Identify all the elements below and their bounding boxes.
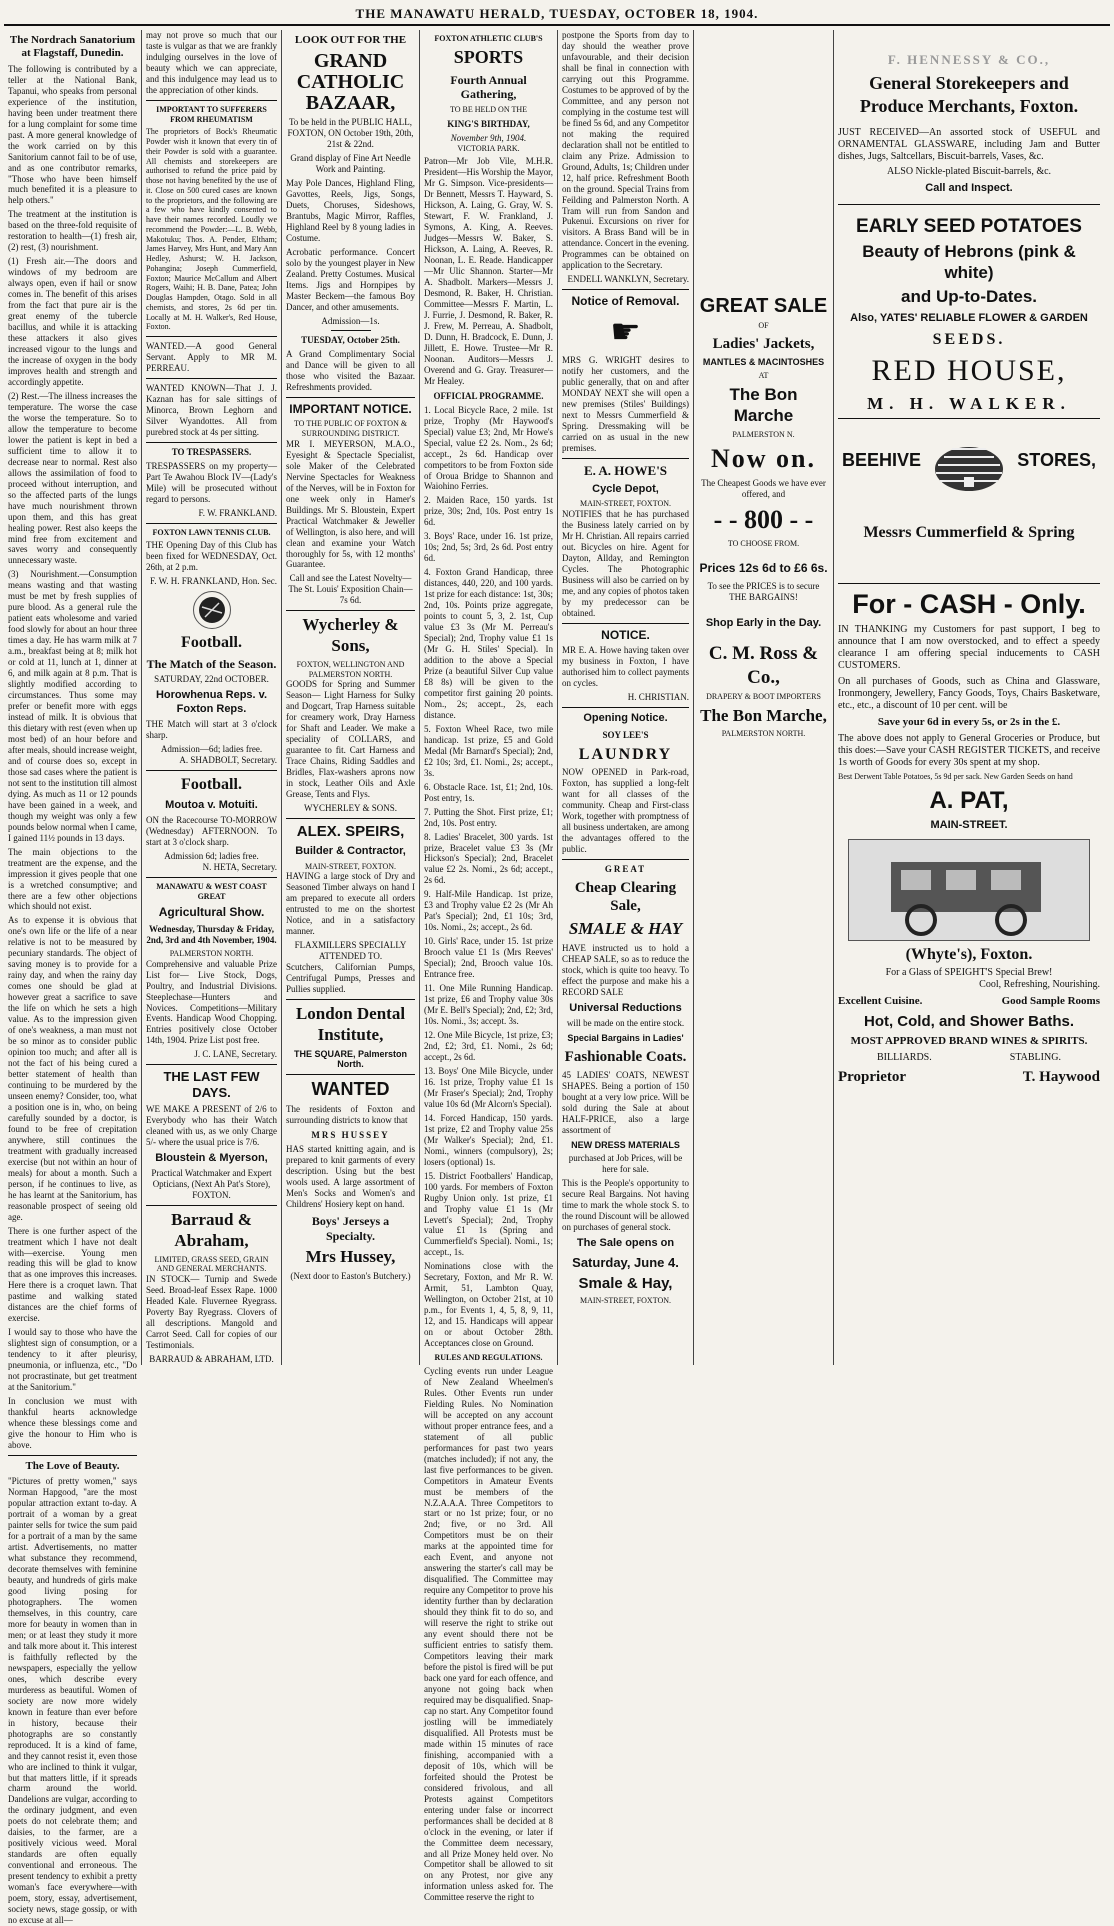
walker: M. H. WALKER. [867,393,1071,413]
divider [286,610,415,611]
beehive-word: BEEHIVE [842,450,922,471]
apat: A. PAT, [929,786,1009,814]
programme-item: 5. Foxton Wheel Race, two mile handicap. 1st prize, £5 and Gold Medal (Mr Barnard's Special); 2nd, £2 10s; 3rd, £1. Nomi., 2s; accept., 3s. [424,723,553,778]
programme-item: 15. District Footballers' Handicap, 100 yards. For members of Foxton Rugby Union only. 1st prize, £1 and Trophy value £1 1s (Mr Levett's Special); 2nd, Trophy value £1 1s (Spring and Cummerfield's Special). Nomi., 1s; accept., 1s. [424,1170,553,1258]
barraud-sign: BARRAUD & ABRAHAM, LTD. [149,1354,274,1364]
shop-early: Shop Early in the Day. [705,617,822,630]
divider [146,336,277,337]
club: FOXTON ATHLETIC CLUB'S [434,34,543,43]
great-sale: GREAT SALE [699,295,828,317]
general-storekeepers: General Storekeepers and Produce Merchants, Foxton. [859,72,1079,117]
wycherley-body: GOODS for Spring and Summer Season— Light Harness for Sulky and Dogcart, Trap Harness suitable for creamery work, Dray Harness for Shaft and Leader. We make a speciality of COLLARS, and guarantee to fit. Cart Harness and Trace Chains, Riding Saddles and Bridles, Flax-washers aprons now in stock, Leather Oils and Axle Grease, Tents and Flys. [286,679,415,799]
palmerston: PALMERSTON N. [732,429,795,439]
programme-item: 8. Ladies' Bracelet, 300 yards. 1st prize, Bracelet value £3 3s (Mr Hickson's Special); 2nd, Bracelet value £2 2s. Nomi., 2s 6d; accept., 2s 6d. [424,831,553,886]
paragraph: (2) Rest.—The illness increases the temperature. The worse the case the worse the temperature. So to allow the temperature to become lower the patient is kept in bed a sufficient time to allow it to decrease near to normal. Rest also allows the assimilation of food to proceed without interruption, and so the affected parts of the lungs have much nourishment thrown upon them, and this has great healing power. Rest also keeps the mind free from excitement and saves worry and consequently unnecessary waste. [8,390,137,566]
programme-item: 12. One Mile Bicycle, 1st prize, £3; 2nd, £2; 3rd, £1. Nomi., 2s 6d; accept., 2s 6d. [424,1030,553,1062]
ross-sub: DRAPERY & BOOT IMPORTERS [706,691,821,701]
programme-title: OFFICIAL PROGRAMME. [433,390,544,401]
of: OF [758,321,769,331]
universal-title: Universal Reductions [569,1002,682,1015]
proprietor-row [838,1068,1100,1086]
howe-sub: Cycle Depot, [592,482,659,495]
removal-body: MRS G. WRIGHT desires to notify her customers, and the public generally, that on and after MONDAY NEXT she will open a new premises (Stiles' Buildings) next to Messrs Cummerfield & Spring. Dressmaking will be carried on as usual in the new premises. [562,355,689,454]
masthead: THE MANAWATU HERALD, TUESDAY, OCTOBER 18, 1904. [4,4,1110,26]
prices: Prices 12s 6d to £6 6s. [699,560,828,575]
paragraph: (1) Fresh air.—The doors and windows of my bedroom are always open, even if hail or snow comes in. The benefit of this arises from the fact that pure air is the great enemy of the tubercle bacillus, and while it is attacking these attackers it also gives increased vigour to the lungs and the increase of oxygen in the body improves health and strength and accordingly appetite. [8,256,137,387]
officials: Patron—Mr Job Vile, M.H.R. President—His Worship the Mayor, Mr G. Simpson. Vice-presidents—Dr Bennett, Messrs T. Hayward, S. Hickson, A. Laing, G. Gray, W. S. Stewart, F. W. Frankland, J. Symons, A. King, A. Reeves. Judges—Messrs W. Baker, S. Hickson, A. Laing, A. Reeves, R. Noonan, L. E. Reade. Handicapper—Mr Ulic Shannon. Starter—Mr A. Shadbolt. Markers—Messrs J. Desmond, R. Baker, H. Christian. Committee—Messrs F. Martin, L. J. Furrie, J. Desmond, R. Baker, R. J. Frew, M. Perreau, A. Shadbolt, D. Dunn, H. Bradcock, E. Dunn, J. Jillett, E. Howe. Trustee—Mr R. Noonan. Auditors—Messrs J. Overend and G. Gray. Treasurer—Mr Healey. [424,156,553,386]
spacer [698,30,829,290]
divider [146,523,277,524]
jerseys: Boys' Jerseys a Specialty. [311,1214,390,1243]
trespass-sign: F. W. FRANKLAND. [198,507,277,518]
wanted-title: WANTED [311,1079,390,1100]
speirs-sub: Builder & Contractor, [295,845,406,858]
bazaar-body: To be held in the PUBLIC HALL, FOXTON, ON October 19th, 20th, 21st & 22nd. [287,117,414,150]
hussey-name-2: Mrs Hussey, [305,1247,396,1267]
football-illustration [193,591,231,629]
barraud-sub: LIMITED, GRASS SEED, GRAIN AND GENERAL MERCHANTS. [154,1254,269,1274]
opening-title: Opening Notice. [583,712,668,725]
divider [146,1064,277,1065]
palmerston-2: PALMERSTON NORTH. [721,729,806,739]
dress-title: NEW DRESS MATERIALS [571,1139,680,1150]
football-title: Football. [181,634,242,652]
rules-body: Cycling events run under League of New Zealand Wheelmen's Rules. Other Events run under Fielding Rules. No Nomination will be accepted on any account without proper entrance fees, and a statement of all public performances for past two years (matches included); if not any, the last five performances to be given. Competitors in Amateur Events must be members of the N.Z.A.A.A. Three Competitors to start or no 1st prize; four, or no 2nd; five, or no 3rd. All Competitors must be on their marks at the appointed time for each Event, and anyone not answering the starter's call may be disqualified. The Committee may require any Competitor to prove his identity further than by declaration should they think fit to do so, and will reserve the right to strike out any event should there not be sufficient entries to satisfy them. Competitors leaving their mark before the pistol is fired will be put back one yard for each offence, and anyone not going back when required may be disqualified. Snap-cap no start. Any Competitor found jostling will be immediately disqualified. All Protests must be made within 15 minutes of race finishing, accompanied with a deposit of 10s, which will be forfeited should the Protest be considered frivolous, and all Protests against Competitors entering under false or incorrect performances shall be decided at 8 o'clock in the evening, or later if the Committee deem necessary, and all Prize Money held over. No Competitor shall be allowed to sit on any Protest, nor give any information unless asked for. The Committee reserve the right to [424,1365,553,1903]
ross-name: C. M. Ross & Co., [708,643,819,688]
divider [838,204,1100,205]
universal-body: will be made on the entire stock. [566,1018,685,1029]
divider [8,1455,137,1456]
notice-title: IMPORTANT NOTICE. [289,401,412,416]
football2-body: ON the Racecourse TO-MORROW (Wednesday) AFTERNOON. To start at 3 o'clock sharp. [146,814,277,847]
received: JUST RECEIVED—An assorted stock of USEFUL and ORNAMENTAL GLASSWARE, including Jam and Butter dishes, Jugs, Saltcellars, Biscuit-barrels, Vases, &c. [838,126,1100,163]
save: Save your 6d in every 5s, or 2s in the £. [877,716,1061,729]
divider [838,583,1100,584]
sanatorium-body [8,64,137,1451]
bon-marche: The Bon Marche [729,385,798,425]
beehive-icon [924,429,1014,493]
sports-continued: postpone the Sports from day to day should the weather prove unfavourable, and their decision shall be final in connection with carrying out this Programme. Costumes to be approved of by the Committee, and any person not complying in the costume test will be fined 5s 6d, and any Competitor not making the required declaration shall not be entitled to claim any Prize. Admission to Ground, Adults, 1s; Children under 12, half price. Refreshment Booth on the ground. Special Trains from Feilding and Palmerston North. A Tram will run from Sandon and Pukenui. Excursions on river for visitors. A Brass Band will be in attendance. Concert in the evening. Programmes can be obtained on application to the Secretary. [562,30,689,271]
bazaar-social: A Grand Complimentary Social and Dance will be given to all those who visited the Bazaar. Refreshments provided. [286,348,415,392]
opens-date: Saturday, June 4. [572,1254,679,1270]
beauty-continued: may not prove so much that our taste is vulgar as that we are frankly indulging ourselves in the love of beauty which we can appreciate, and this indulgence may lead us to the appreciation of other kinds. [146,30,277,95]
show-title: Agricultural Show. [158,905,265,920]
programme-item: 7. Putting the Shot. First prize, £1; 2nd, 10s. Post entry. [424,806,553,828]
sports-sign: ENDELL WANKLYN, Secretary. [567,274,689,285]
dress-body: purchased at Job Prices, will be here for sale. [568,1153,683,1175]
beehive-row [842,429,1096,493]
wycherley-sub: FOXTON, WELLINGTON AND PALMERSTON NORTH. [296,659,405,679]
divider [286,999,415,1000]
laundry-body: NOW OPENED in Park-road, Foxton, has supplied a long-felt want for all classes of the community. Cheap and First-class Work, together with promptness of all business undertaken, are among the advantages offered to the public. [562,767,689,854]
speirs-body: HAVING a large stock of Dry and Seasoned Timber always on hand I am prepared to execute all orders entrusted to me on the shortest Notice, and in a satisfactory manner. [286,871,415,937]
speirs-addr: MAIN-STREET, FOXTON. [304,861,397,871]
special-bargains: Special Bargains in Ladies' [567,1033,684,1044]
soy-lee: SOY LEE'S [602,729,649,740]
purchases: On all purchases of Goods, such as China and Glassware, Ironmongery, Jewellery, Fancy Goods, Toys, Chairs Basketware, etc., etc., a discount of 10 per cent. will be [838,675,1100,711]
stores-word: STORES, [1017,450,1096,471]
baths: Hot, Cold, and Shower Baths. [863,1012,1074,1030]
divider [286,1074,415,1075]
column-5 [558,30,694,1365]
programme-item: 1. Local Bicycle Race, 2 mile. 1st prize, Trophy (Mr Haywood's Special) value £3; 2nd, Mr Howe's Special, value £2 2s. Nom., 2s 6d; accept., 2s 6d. Handicap over competitors to be from Foxton side of Oroua Bridge to Shannon and Waiohino Ferries. [424,404,553,492]
rooms: Good Sample Rooms [1001,995,1100,1008]
hussey-name: MRS HUSSEY [311,1130,390,1141]
hebrons: Beauty of Hebrons (pink & white) [862,241,1076,282]
kings-birthday: KING'S BIRTHDAY, [447,118,530,129]
laundry-title: LAUNDRY [578,745,673,763]
main-street: MAIN-STREET. [930,819,1008,832]
coats-title: Fashionable Coats. [564,1049,687,1066]
nickle: ALSO Nickle-plated Biscuit-barrels, &c. [886,166,1052,178]
stabling: STABLING. [1009,1051,1061,1063]
choose: TO CHOOSE FROM. [727,538,800,548]
hussey-body: HAS started knitting again, and is prepared to knit garments of every description. Using but the best wools used. A large assortment of Men's Socks and Women's and Childrens' Hosiery kept on hand. [286,1144,415,1210]
divider [146,100,277,101]
column-1 [4,30,142,1926]
wycherley-name: Wycherley & Sons, [302,615,399,656]
last-days-body: WE MAKE A PRESENT of 2/6 to Everybody who has their Watch cleaned with us, as we only Charge 5/- where the usual price is 7/6. [146,1104,277,1147]
cuisine: Excellent Cuisine. [838,995,923,1008]
smale-hay-2: Smale & Hay, [578,1274,673,1292]
show-sign: J. C. LANE, Secretary. [194,1049,277,1060]
coach-icon [851,842,1087,938]
notice2-sign: H. CHRISTIAN. [627,692,689,703]
divider [146,1205,277,1206]
wanted-known: WANTED KNOWN—That J. J. Kaznan has for sale sittings of Minorca, Brown Leghorn and Silver Wyandottes. All from purebred stock at 4s per sitting. [146,382,277,437]
cuisine-row [838,995,1100,1008]
paragraph: As to expense it is obvious that one's own life or the life of a near relative is not to be measured by pecuniary standards. The object of saving money is to provide for a rainy day, and when the rainy day comes one should be glad at however great a sacrifice to save the life on which he sets a high value. As to the impression given of one's weakness, a man must not be so minor as to consider public opinion too much; and after all is not the fact of his being cured a better statement of health than continuing to be murdered by the unseen enemy? Consider, too, what a position one is in, who, on being carefully sounded by a doctor, is found to be free of crepitation anywhere, still continues the treatment with gradually increased exercise (but not within an hour of meals) for about a month. Such a person, if he continues to live, as he has learnt at the Sanitorium, has reasonable prospect of seeing old age. [8,915,137,1222]
billiards-row [838,1052,1100,1064]
dental-addr: THE SQUARE, Palmerston North. [293,1048,408,1070]
cheapest: The Cheapest Goods we have ever offered, and [701,478,826,500]
paragraph: I would say to those who have the slightest sign of consumption, or a tendency to it after pleurisy, pneumonia, or influenza, etc., "Do not procrastinate, but get treatment at the Sanitorium." [8,1327,137,1393]
divider [286,818,415,819]
column-3 [282,30,420,1365]
notice-sub: TO THE PUBLIC OF FOXTON & SURROUNDING DISTRICT. [293,419,408,439]
wanted-body: The residents of Foxton and surrounding districts to know that [286,1104,415,1126]
show-header: MANAWATU & WEST COAST GREAT [156,881,267,901]
beauty-title: The Love of Beauty. [25,1459,120,1472]
match-date: SATURDAY, 22nd OCTOBER. [154,674,269,685]
programme-item: 3. Boys' Race, under 16. 1st prize, 10s; 2nd, 5s; 3rd, 2s 6d. Post entry 6d. [424,531,553,564]
bazaar-title: GRAND CATHOLIC BAZAAR, [296,50,405,115]
call-inspect: Call and Inspect. [925,182,1013,195]
match-of-season: The Match of the Season. [146,656,277,671]
divider [286,397,415,398]
at: AT [758,371,769,381]
flaxmillers: FLAXMILLERS SPECIALLY ATTENDED TO. [294,940,407,962]
paragraph: (3) Nourishment.—Consumption means wasting and that wasting must be met by fresh supplies of pure blood. As a general rule the patient eats wholesome and varied food slowly for about an hour three times a day. He has warm milk at 7 a.m., breakfast being at 8; milk hot or cold at 11, lunch at 1, dinner at 6, and milk again at 8 p.m. That is slightly modified according to circumstances. Thus some may prefer or benefit more with eggs instead of milk. It is obvious that this dietary with rest (even when up most bed) of an hour before and after meals, should increase weight, and of course does so, except in those sad cases where the patient is not sent to the institution till almost dying. As much as 11 or 12 pounds have been gained in a week, and though my weight was only a few pounds below normal when I came, I gained 11½ pounds in 13 days. [8,569,137,843]
show-body: Comprehensive and valuable Prize List for— Live Stock, Dogs, Poultry, and Industrial Divisions. Steeplechase—Hunters and Novices. Competitions—Military Events. Handicap Wood Chopping. Entries positively close October 14th, 1904. Prize List post free. [146,958,277,1046]
cash-only: For - CASH - Only. [852,588,1086,619]
trespass-body: TRESPASSERS on my property—Part Te Awahou Block IV—(Lady's Mile) will be prosecuted without regard to persons. [146,460,277,504]
speights: For a Glass of SPEIGHT'S Special Brew! [885,967,1053,979]
bazaar-admission: Admission—1s. [321,315,380,326]
rheumatism-title: IMPORTANT TO SUFFERERS FROM RHEUMATISM [156,104,267,124]
divider [562,623,689,624]
bloustein-name: Bloustein & Myerson, [155,1151,268,1164]
wines: MOST APPROVED BRAND WINES & SPIRITS. [850,1035,1088,1048]
divider [331,330,371,331]
refreshing: Cool, Refreshing, Nourishing. [979,979,1100,991]
divider [146,442,277,443]
show-date: Wednesday, Thursday & Friday, 2nd, 3rd and 4th November, 1904. [146,923,277,945]
columns [4,30,1110,1926]
football-icon [197,595,227,625]
match-body: THE Match will start at 3 o'clock sharp. [146,719,277,741]
football2-admission: Admission 6d; ladies free. [164,850,259,861]
cummerfield: Messrs Cummerfield & Spring [863,524,1075,542]
early-seed: EARLY SEED POTATOES [856,215,1082,237]
pointing-hand-icon: ☛ [610,313,641,351]
divider [838,418,1100,419]
seeds: SEEDS. [932,330,1006,348]
rules-title: RULES AND REGULATIONS. [434,1353,543,1363]
speirs-name: ALEX. SPEIRS, [296,822,405,840]
last-days-title: THE LAST FEW DAYS. [163,1069,260,1101]
notice2-body: MR E. A. Howe having taken over my business in Foxton, I have authorised him to collect payments on cycles. [562,645,689,689]
haywood: T. Haywood [1022,1068,1100,1085]
sports-park: VICTORIA PARK. [457,143,520,153]
howe-body: NOTIFIES that he has purchased the Business lately carried on by Mr H. Christian. All repairs carried out. Bicycles on hire. Agent for Dayton, Allday, and Remington Cycles. The Photographic Business will also be carried on by me, and any copies of photos taken by my predecessor can be obtained. [562,509,689,618]
football2-sign: N. HETA, Secretary. [202,861,277,872]
column-7 [834,30,1104,1365]
coats-body: 45 LADIES' COATS, NEWEST SHAPES. Being a portion of 150 bought at a very low price. Will be sold during the Sale at about HALF-PRICE, also a large assortment of [562,1069,689,1135]
programme-item: 13. Boys' One Mile Bicycle, under 16. 1st prize, Trophy value £1 1s (Mr Fraser's Special); 2nd, Trophy value 10s 6d (Mr Alcorn's Special). [424,1065,553,1109]
gathering: Fourth Annual Gathering, [450,72,527,102]
sports-date: November 9th, 1904. [450,132,527,143]
paragraph: In conclusion we must with thankful hearts acknowledge whence these blessings come and give the honour to Him who is above. [8,1396,137,1450]
clearing-title: Cheap Clearing Sale, [574,879,677,915]
wycherley-sign: WYCHERLEY & SONS. [304,802,397,813]
above: The above does not apply to General Groceries or Produce, but this does:—Save your CASH REGISTER TICKETS, and receive 1s worth of Goods for every 30s spent at my shop. [838,732,1101,768]
smale-body: HAVE instructed us to hold a CHEAP SALE, so as to reduce the stock, which is quite too heavy. To effect the purpose and make his a RECORD SALE [562,943,689,998]
flaxmillers-body: Scutchers, Californian Pumps, Centrifugal Pumps, Presses and Pullies supplied. [286,962,415,995]
divider [146,770,277,771]
smale-addr: MAIN-STREET, FOXTON. [579,1295,672,1305]
notice2-title: NOTICE. [601,627,650,642]
thanking: IN THANKING my Customers for past support, I beg to announce that I am now overstocked, and to effect a speedy clearance I am offering special inducements to CASH CUSTOMERS. [838,623,1100,672]
proprietor: Proprietor [838,1068,907,1085]
match-admission: Admission—6d; ladies free. [160,744,263,755]
tennis-sign: F. W. H. FRANKLAND, Hon. Sec. [149,576,277,587]
column-2 [142,30,282,1365]
divider [562,289,689,290]
removal-title: Notice of Removal. [571,294,680,309]
howe-addr: MAIN-STREET, FOXTON. [579,499,672,509]
paragraph: There is one further aspect of the treatment which I have not dealt with—exercise. Young men reading this will be glad to know that as one improves this increases. Here there is a croquet lawn. That pastime and walking stated distances are the chief forms of exercise. [8,1225,137,1324]
billiards: BILLIARDS. [877,1051,932,1063]
eight-hundred: - - 800 - - [713,505,814,535]
sports-title: SPORTS [453,46,524,67]
opens-title: The Sale opens on [576,1237,675,1250]
match-teams: Horowhenua Reps. v. Foxton Reps. [155,689,268,715]
notice-novelty: Call and see the Latest Novelty—The St. Louis' Exposition Chain—7s 6d. [288,573,413,606]
programme-item: 14. Forced Handicap, 150 yards. 1st prize, £2 and Trophy value 25s (Mr Walker's Special); 2nd, £1. Nomi., winners (compulsory), 2s; losers (optional) 1s. [424,1112,553,1167]
bon-marche-2: The Bon Marche, [700,705,827,725]
divider [562,859,689,860]
potatoes: Best Derwent Table Potatoes, 5s 9d per sack. New Garden Seeds on hand [838,772,1073,782]
football2-title: Football. [181,776,242,794]
divider [562,458,689,459]
tennis-title: FOXTON LAWN TENNIS CLUB. [152,527,271,537]
hotel-illustration [848,839,1090,941]
howe-title: E. A. HOWE'S [583,463,668,479]
programme-item: 2. Maiden Race, 150 yards. 1st prize, 30s; 2nd, 10s. Post entry 1s 6d. [424,495,553,528]
bloustein-sub: Practical Watchmaker and Expert Opticians, (Next Ah Pat's Store), FOXTON. [151,1168,272,1201]
notice-body: MR I. MEYERSON, M.A.O., Eyesight & Spectacle Specialist, sole Maker of the Celebrated Nervine Spectacles for Weakness of the Nerves, will be in Foxton for one week only in Hamer's Buildings. Mr S. Bloustein, Expert Practical Watchmaker & Jeweller of Wellington, is also here, and will clean and examine your Watch thoroughly for 5s, with 12 months' Guarantee. [286,438,415,570]
paragraph: The main objections to the treatment are the expense, and the impression it gives people that one is a wretched consumptive; and there are a few other objections which should not exist. [8,846,137,912]
tennis-body: THE Opening Day of this Club has been fixed for WEDNESDAY, Oct. 26th, at 2 p.m. [146,540,277,573]
bazaar-more: Acrobatic performance. Concert solo by the youngest player in New Zealand. Pretty Costumes. Musical Items. Jigs and Hornpipes by Master Beckem—the famous Boy Dancer, and other amusements. [286,247,415,312]
paragraph: The treatment at the institution is based on the three-fold requisite of restoration to health—(1) fresh air, (2) rest, (3) nourishment. [8,209,137,253]
rheumatism-body: The proprietors of Bock's Rheumatic Powder wish it known that every tin of their Powder is sold with a guarantee. All chemists and storekeepers are authorised to refund the price paid by those not having benefited by the use of it. Close on 500 cured cases are known to the proprietors, and the following are a few who have kindly consented to have their names recorded. Loudly we recommend the Powder:—L. B. Webb, Makotuku; Thos. A. Pender, Eltham; James Harvey, Mrs Hunt, and Mary Ann Hedley, Ashurst; W. H. Jackson, Pohangina; Joseph Cummerfield, Foxton; Maurice McCallum and Albert Rogers, Waihi; H. B. Dane, Patea; John Douglas Hampden, Otago. Sold in all chemists, and stores, 2s 6d per tin. Locally at M. H. Walker's, Red House, Foxton. [146,127,277,332]
hussey-addr: (Next door to Easton's Butchery.) [290,1271,411,1282]
opportunity: This is the People's opportunity to secure Real Bargains. Not having time to mark the whole stock S. to the round Discount will be allowed on purchases of general stock. [562,1178,689,1233]
see-prices: To see the PRICES is to secure THE BARGAINS! [707,581,820,603]
sanatorium-title: The Nordrach Sanatorium at Flagstaff, Dunedin. [9,34,136,60]
column-4 [420,30,558,1903]
bazaar-display: Grand display of Fine Art Needle Work and Painting. [290,153,411,175]
dental-title: London Dental Institute, [295,1004,406,1044]
programme-item: 10. Girls' Race, under 15. 1st prize Brooch value £1 1s (Mrs Reeves' Special); 2nd, Brooch value 10s. Entrance free. [424,936,553,980]
divider [146,877,277,878]
faded-heading: F. HENNESSY & CO., [887,52,1051,67]
whytes: (Whyte's), Foxton. [905,945,1033,963]
match-sign: A. SHADBOLT, Secretary. [179,755,277,766]
programme-item: 11. One Mile Running Handicap. 1st prize, £6 and Trophy value 30s (Mr E. Bell's Special); 2nd, £2; 3rd, 10s. Nomi., 3s; accept. 3s. [424,983,553,1027]
beauty-body: "Pictures of pretty women," says Norman Hapgood, "are the most popular attraction extant to-day. A portrait of a woman by a great painter sells for twice the sum paid for a portrait of a man by the same artist. Advertisements, no matter what substance they recommend, decorate themselves with feminine beauty, and hundreds of girls make good living posing for photographers. The women themselves, in this country, care more for beauty in women than in men; or at least they study it more and talk more about it. This interest is faithfully reflected by the newspapers, especially the yellow ones, which describe every murderess as beautiful. Women of society are now more widely known in feature than ever before in history, because their photographs are so constantly reproduced. It is a kind of fame, and they cannot resist it, even those who are inclined to think it vulgar, but that matters little, if it spreads charm around the world. Dandelions are vulgar, according to the ordinary judgment, and even poets do not celebrate them; and daisies, to the farmer, are a positively vicious weed. Moral standards are often equally conventional and erroneous. The present tendency to exhibit a pretty woman's face everywhere—with poem, story, essay, advertisement, society news, stage gossip, or with no excuse at all— [8,1476,137,1926]
bazaar-tuesday: TUESDAY, October 25th. [301,334,400,345]
paragraph: The following is contributed by a teller at the National Bank, Tapanui, who speaks from personal experience of the institution, having been under treatment there for a lung complaint for some time past. A more general knowledge of the work carried on by this Sanitorium cannot fail to be of use, and as one contributor remarks, "Those who have been himself much benefited it is a pleasure to help others." [8,63,137,206]
great: GREAT [604,863,647,874]
barraud-name: Barraud & Abraham, [171,1210,252,1250]
up-to-dates: and Up-to-Dates. [901,287,1037,307]
programme-list [424,405,553,1259]
column-6 [694,30,834,1365]
held: TO BE HELD ON THE [449,104,528,114]
nominations: Nominations close with the Secretary, Foxton, and Mr R. W. Armit, 51, Lambton Quay, Wellington, on October 21st, at 10 p.m., for Events 1, 4, 5, 8, 9, 11, 12, and 15. Handicaps will appear on or about October 28th. Acceptances close on Ground. [424,1261,553,1349]
programme-item: 4. Foxton Grand Handicap, three distances, 440, 220, and 100 yards. 1st prize for each distance: 1st, 30s; 2nd, 10s. Points prize aggregate, points to count 5, 3, 2. 1st, Cup value £3 3s (Mr M. Perreau's Special); 2nd, Trophy value £1 1s (Mr G. H. Stiles' Special). In addition to the above a Special Prize (a beautiful Silver Cup value £8 8s) will be given to the competitor first gaining 20 points. Nom., 2s; accept., 2s, each distance. [424,567,553,720]
lookout: LOOK OUT FOR THE [294,34,407,46]
smale-hay: SMALE & HAY [568,919,683,939]
programme-item: 9. Half-Mile Handicap. 1st prize, £3 and Trophy value £2 2s (Mr Ah Pat's Special); 2nd, £1 10s; 3rd, 10s. Nomi., 2s; accept., 2s 6d. [424,889,553,933]
now-on: Now on. [710,444,816,474]
divider [146,378,277,379]
jackets: Ladies' Jackets, [712,336,815,353]
bazaar-list: May Pole Dances, Highland Fling, Gavottes, Reels, Jigs, Songs, Duets, Choruses, Sideshows, Brantubs, Magic Mirror, Raffles, Highland Reel by 8 young ladies in Costume. [286,178,415,244]
mantles: MANTLES & MACINTOSHES [702,357,825,368]
divider [562,707,689,708]
show-place: PALMERSTON NORTH. [169,948,254,958]
red-house: RED HOUSE, [871,354,1067,388]
trespass-title: TO TRESPASSERS. [171,446,252,457]
programme-item: 6. Obstacle Race. 1st, £1; 2nd, 10s. Post entry, 1s. [424,781,553,803]
barraud-body: IN STOCK— Turnip and Swede Seed. Broad-leaf Essex Rape. 1000 Headed Kale. Fluvernee Ryegrass. Poverty Bay Ryegrass. Clovers of all descriptions. Mangold and Carrot Seed. Call for copies of our Testimonials. [146,1274,277,1351]
football2-teams: Moutoa v. Motuiti. [165,798,258,811]
wanted-servant: WANTED.—A good General Servant. Apply to MR M. PERREAU. [146,341,277,373]
yates: Also, YATES' RELIABLE FLOWER & GARDEN [850,312,1088,325]
